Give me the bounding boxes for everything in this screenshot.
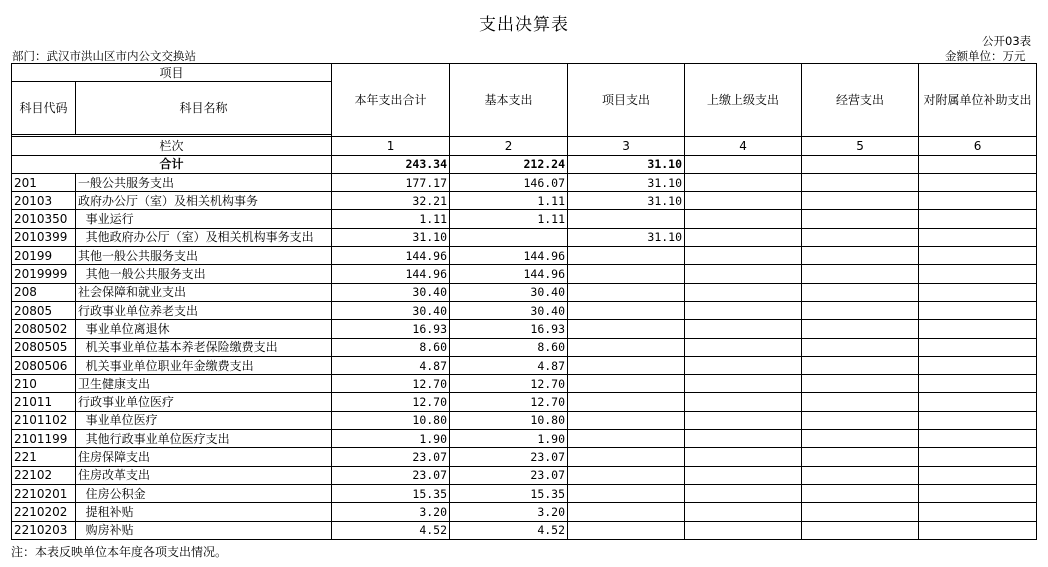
table-row [12,228,1037,246]
form-code: 公开03表 [982,34,1032,48]
row-col5 [802,448,919,466]
row-col3 [568,448,685,466]
row-col1: 30.40 [332,301,450,319]
row-col1: 12.70 [332,375,450,393]
row-col5 [802,320,919,338]
row-col6 [919,228,1037,246]
row-col5 [802,173,919,191]
row-col2: 10.80 [450,411,568,429]
row-col3 [568,521,685,539]
row-name: 社会保障和就业支出 [76,283,332,301]
row-col5 [802,411,919,429]
row-code: 210 [12,375,76,393]
row-code: 2080506 [12,356,76,374]
row-col1: 15.35 [332,484,450,502]
row-col2: 30.40 [450,283,568,301]
row-col2: 4.87 [450,356,568,374]
header-name: 科目名称 [76,82,332,135]
table-row [12,301,1037,319]
row-name: 机关事业单位基本养老保险缴费支出 [76,338,332,356]
row-col1: 144.96 [332,265,450,283]
row-col2: 1.90 [450,430,568,448]
header-col4: 上缴上级支出 [685,64,802,137]
row-code: 20103 [12,192,76,210]
col-index-2: 2 [450,137,568,155]
row-col2 [450,228,568,246]
row-col1: 23.07 [332,448,450,466]
row-code: 221 [12,448,76,466]
row-col6 [919,411,1037,429]
table-row [12,356,1037,374]
table-row [12,411,1037,429]
row-col3 [568,393,685,411]
row-name: 机关事业单位职业年金缴费支出 [76,356,332,374]
row-col4 [685,210,802,228]
table-row [12,393,1037,411]
row-col3 [568,265,685,283]
row-col4 [685,173,802,191]
row-col1: 32.21 [332,192,450,210]
table-row [12,320,1037,338]
row-col6 [919,320,1037,338]
row-col2: 23.07 [450,466,568,484]
row-code: 201 [12,173,76,191]
row-col4 [685,247,802,265]
col-index-4: 4 [685,137,802,155]
row-col1: 4.52 [332,521,450,539]
row-name: 卫生健康支出 [76,375,332,393]
table-row [12,430,1037,448]
expenditure-table [11,63,1037,540]
table-row [12,338,1037,356]
row-col3: 31.10 [568,173,685,191]
row-name: 其他一般公共服务支出 [76,265,332,283]
row-col4 [685,393,802,411]
row-col4 [685,338,802,356]
row-col1: 30.40 [332,283,450,301]
row-name: 其他政府办公厅（室）及相关机构事务支出 [76,228,332,246]
row-col2: 15.35 [450,484,568,502]
row-name: 其他行政事业单位医疗支出 [76,430,332,448]
unit-label: 金额单位：万元 [945,49,1026,63]
row-col4 [685,411,802,429]
table-row [12,210,1037,228]
row-col6 [919,283,1037,301]
col-index-5: 5 [802,137,919,155]
row-col5 [802,228,919,246]
row-name: 购房补贴 [76,521,332,539]
row-name: 行政事业单位养老支出 [76,301,332,319]
row-col1: 10.80 [332,411,450,429]
row-col4 [685,521,802,539]
row-col3 [568,503,685,521]
row-col5 [802,375,919,393]
row-col1: 1.11 [332,210,450,228]
row-code: 2101199 [12,430,76,448]
row-col2: 23.07 [450,448,568,466]
row-col2: 1.11 [450,210,568,228]
row-col3 [568,466,685,484]
row-col4 [685,503,802,521]
row-col1: 31.10 [332,228,450,246]
row-col1: 16.93 [332,320,450,338]
row-col6 [919,192,1037,210]
row-col5 [802,521,919,539]
row-col2: 30.40 [450,301,568,319]
table-row [12,521,1037,539]
row-col4 [685,228,802,246]
row-col1: 177.17 [332,173,450,191]
row-col4 [685,192,802,210]
row-col5 [802,210,919,228]
table-row [12,283,1037,301]
row-col2: 3.20 [450,503,568,521]
col-index-6: 6 [919,137,1037,155]
row-col4 [685,301,802,319]
row-col5 [802,192,919,210]
row-col4 [685,283,802,301]
row-col3 [568,301,685,319]
row-col3 [568,430,685,448]
table-row [12,192,1037,210]
row-col3 [568,247,685,265]
total-col3: 31.10 [568,155,685,173]
department-label: 部门：武汉市洪山区市内公文交换站 [12,49,196,63]
row-col6 [919,521,1037,539]
row-col3 [568,338,685,356]
total-col6 [919,155,1037,173]
row-code: 21011 [12,393,76,411]
row-col3 [568,320,685,338]
row-col5 [802,265,919,283]
header-item-group: 项目 [12,64,332,82]
row-col3: 31.10 [568,228,685,246]
row-col6 [919,448,1037,466]
row-col2: 144.96 [450,265,568,283]
row-col5 [802,430,919,448]
row-col6 [919,466,1037,484]
row-name: 事业单位离退休 [76,320,332,338]
table-row [12,503,1037,521]
row-col3 [568,484,685,502]
row-col4 [685,320,802,338]
row-col6 [919,430,1037,448]
row-name: 住房公积金 [76,484,332,502]
row-code: 2210202 [12,503,76,521]
row-col1: 3.20 [332,503,450,521]
row-code: 2010350 [12,210,76,228]
col-index-1: 1 [332,137,450,155]
row-col2: 16.93 [450,320,568,338]
row-name: 政府办公厅（室）及相关机构事务 [76,192,332,210]
row-col3: 31.10 [568,192,685,210]
row-col5 [802,356,919,374]
row-name: 事业运行 [76,210,332,228]
table-row [12,375,1037,393]
row-name: 其他一般公共服务支出 [76,247,332,265]
row-col5 [802,484,919,502]
row-col2: 8.60 [450,338,568,356]
row-col6 [919,247,1037,265]
row-code: 2210203 [12,521,76,539]
row-code: 2210201 [12,484,76,502]
header-col1: 本年支出合计 [332,64,450,137]
row-col6 [919,503,1037,521]
row-name: 一般公共服务支出 [76,173,332,191]
table-row [12,484,1037,502]
total-label: 合计 [12,155,332,173]
row-code: 22102 [12,466,76,484]
row-code: 208 [12,283,76,301]
row-col5 [802,301,919,319]
footnote: 注：本表反映单位本年度各项支出情况。 [11,545,228,559]
row-col4 [685,448,802,466]
row-col6 [919,338,1037,356]
header-code: 科目代码 [12,82,76,135]
row-name: 行政事业单位医疗 [76,393,332,411]
row-col4 [685,375,802,393]
row-name: 提租补贴 [76,503,332,521]
row-code: 2019999 [12,265,76,283]
row-col6 [919,393,1037,411]
row-col3 [568,210,685,228]
row-col3 [568,375,685,393]
row-code: 2101102 [12,411,76,429]
row-col3 [568,356,685,374]
row-col1: 8.60 [332,338,450,356]
col-index-3: 3 [568,137,685,155]
row-code: 2080502 [12,320,76,338]
row-col5 [802,503,919,521]
total-col1: 243.34 [332,155,450,173]
table-row [12,265,1037,283]
row-col2: 4.52 [450,521,568,539]
header-col6: 对附属单位补助支出 [919,64,1037,137]
row-name: 住房改革支出 [76,466,332,484]
row-col5 [802,393,919,411]
row-col6 [919,484,1037,502]
row-code: 20199 [12,247,76,265]
row-col4 [685,430,802,448]
row-col3 [568,283,685,301]
row-col6 [919,356,1037,374]
table-row [12,466,1037,484]
row-col4 [685,466,802,484]
row-name: 住房保障支出 [76,448,332,466]
total-col4 [685,155,802,173]
table-row [12,247,1037,265]
row-col5 [802,466,919,484]
row-col1: 144.96 [332,247,450,265]
row-col6 [919,210,1037,228]
row-col1: 4.87 [332,356,450,374]
row-col2: 1.11 [450,192,568,210]
row-col3 [568,411,685,429]
header-col3: 项目支出 [568,64,685,137]
header-col2: 基本支出 [450,64,568,137]
row-code: 2080505 [12,338,76,356]
row-col5 [802,247,919,265]
row-col5 [802,283,919,301]
total-col2: 212.24 [450,155,568,173]
row-col4 [685,356,802,374]
row-col2: 144.96 [450,247,568,265]
header-col5: 经营支出 [802,64,919,137]
row-col6 [919,375,1037,393]
row-col2: 12.70 [450,375,568,393]
row-col1: 12.70 [332,393,450,411]
row-col6 [919,265,1037,283]
row-col1: 23.07 [332,466,450,484]
table-row [12,173,1037,191]
row-col2: 146.07 [450,173,568,191]
row-col6 [919,173,1037,191]
row-col4 [685,484,802,502]
row-col2: 12.70 [450,393,568,411]
row-col4 [685,265,802,283]
header-row-label: 栏次 [12,137,332,155]
row-code: 20805 [12,301,76,319]
total-col5 [802,155,919,173]
row-code: 2010399 [12,228,76,246]
table-row [12,448,1037,466]
row-col6 [919,301,1037,319]
report-title: 支出决算表 [479,15,569,35]
row-name: 事业单位医疗 [76,411,332,429]
row-col5 [802,338,919,356]
row-col1: 1.90 [332,430,450,448]
